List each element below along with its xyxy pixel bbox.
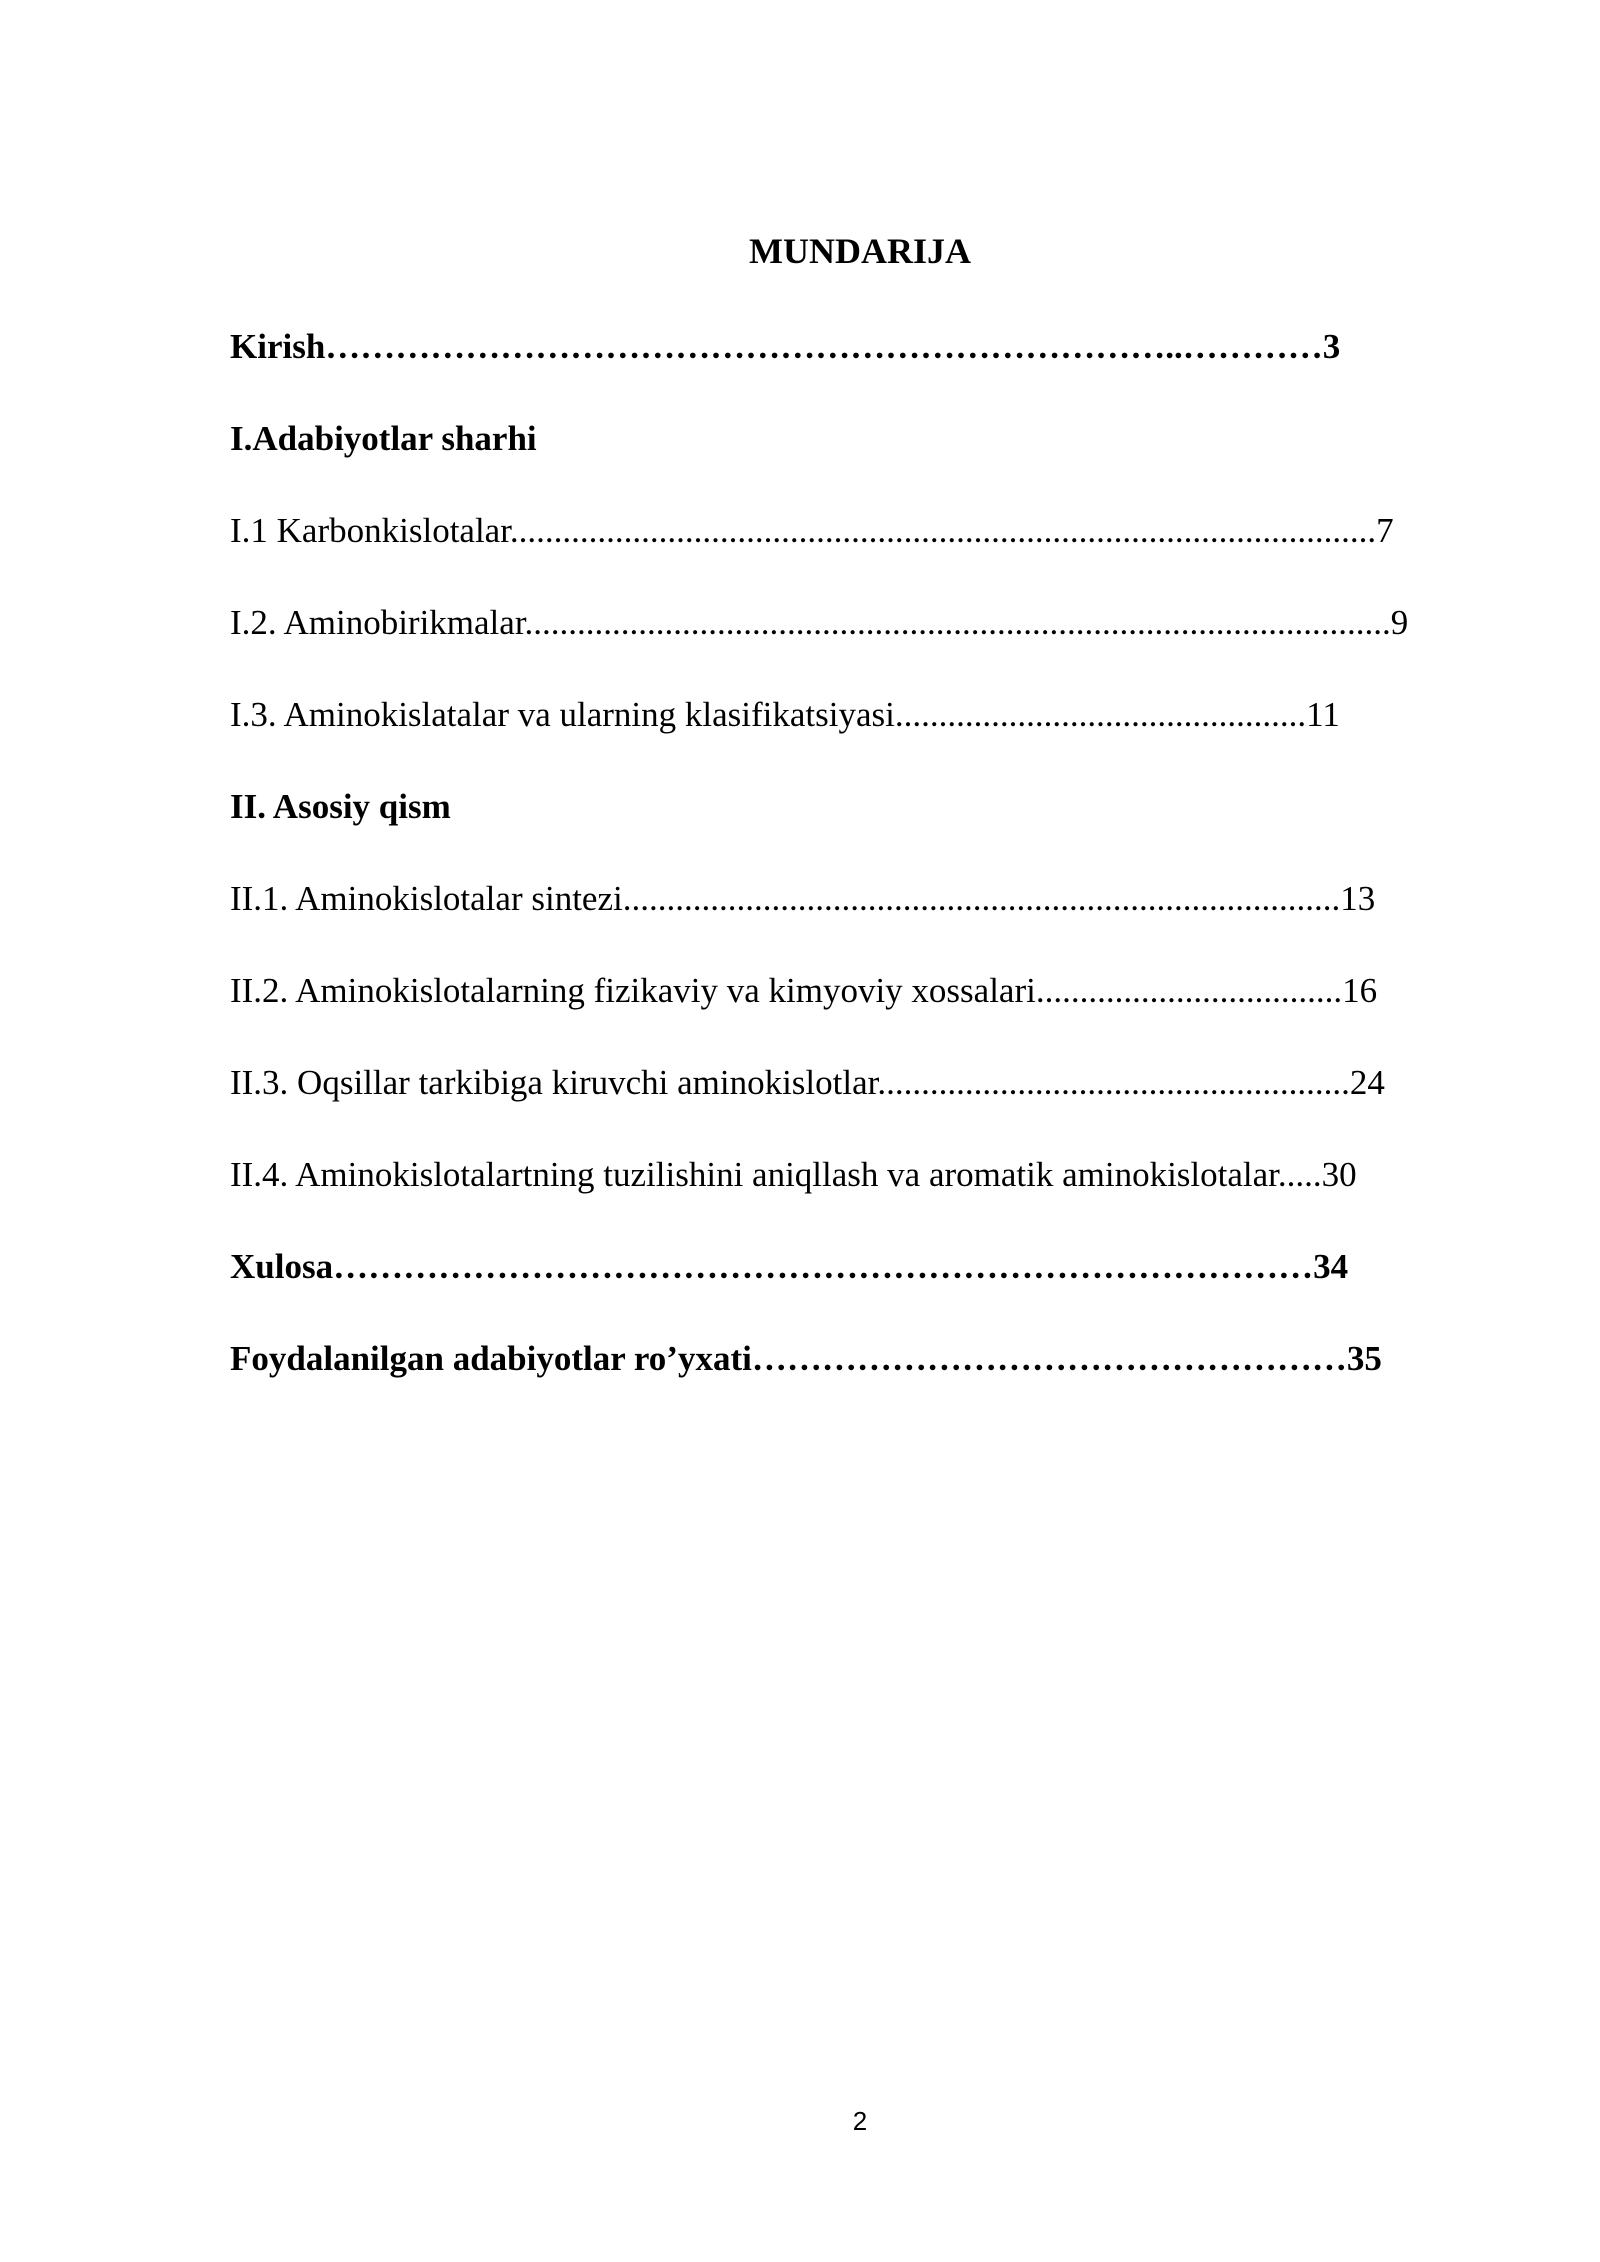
toc-entry-xulosa: Xulosa…………………………………………………………………………34 — [230, 1247, 1349, 1286]
toc-entry-adabiyotlar-royxati: Foydalanilgan adabiyotlar ro’yxati……………………………………………35 — [230, 1339, 1382, 1378]
toc-entry-kirish: Kirish………………………………………………………………..…………3 — [230, 327, 1341, 366]
toc-entry-2-4: II.4. Aminokislotalartning tuzilishini aniqllash va aromatik aminokislotalar.....30 — [230, 1155, 1357, 1194]
toc-entry-2-2: II.2. Aminokislotalarning fizikaviy va kimyoviy xossalari...................................16 — [230, 971, 1378, 1010]
toc-entry-1-2: I.2. Aminobirikmalar...................................................................................................9 — [230, 603, 1409, 642]
toc-entry-2-1: II.1. Aminokislotalar sintezi..................................................................................13 — [230, 879, 1376, 918]
toc-title: MUNDARIJA — [749, 231, 971, 271]
toc-entry-adabiyotlar-sharhi: I.Adabiyotlar sharhi — [230, 419, 537, 458]
toc-entry-1-3: I.3. Aminokislatalar va ularning klasifikatsiyasi...............................................11 — [230, 695, 1340, 734]
toc-entry-1-1: I.1 Karbonkislotalar...................................................................................................7 — [230, 511, 1394, 550]
toc-entry-2-3: II.3. Oqsillar tarkibiga kiruvchi aminokislotlar......................................................24 — [230, 1063, 1385, 1102]
toc-entry-asosiy-qism: II. Asosiy qism — [230, 787, 451, 826]
page-number: 2 — [852, 2106, 868, 2136]
